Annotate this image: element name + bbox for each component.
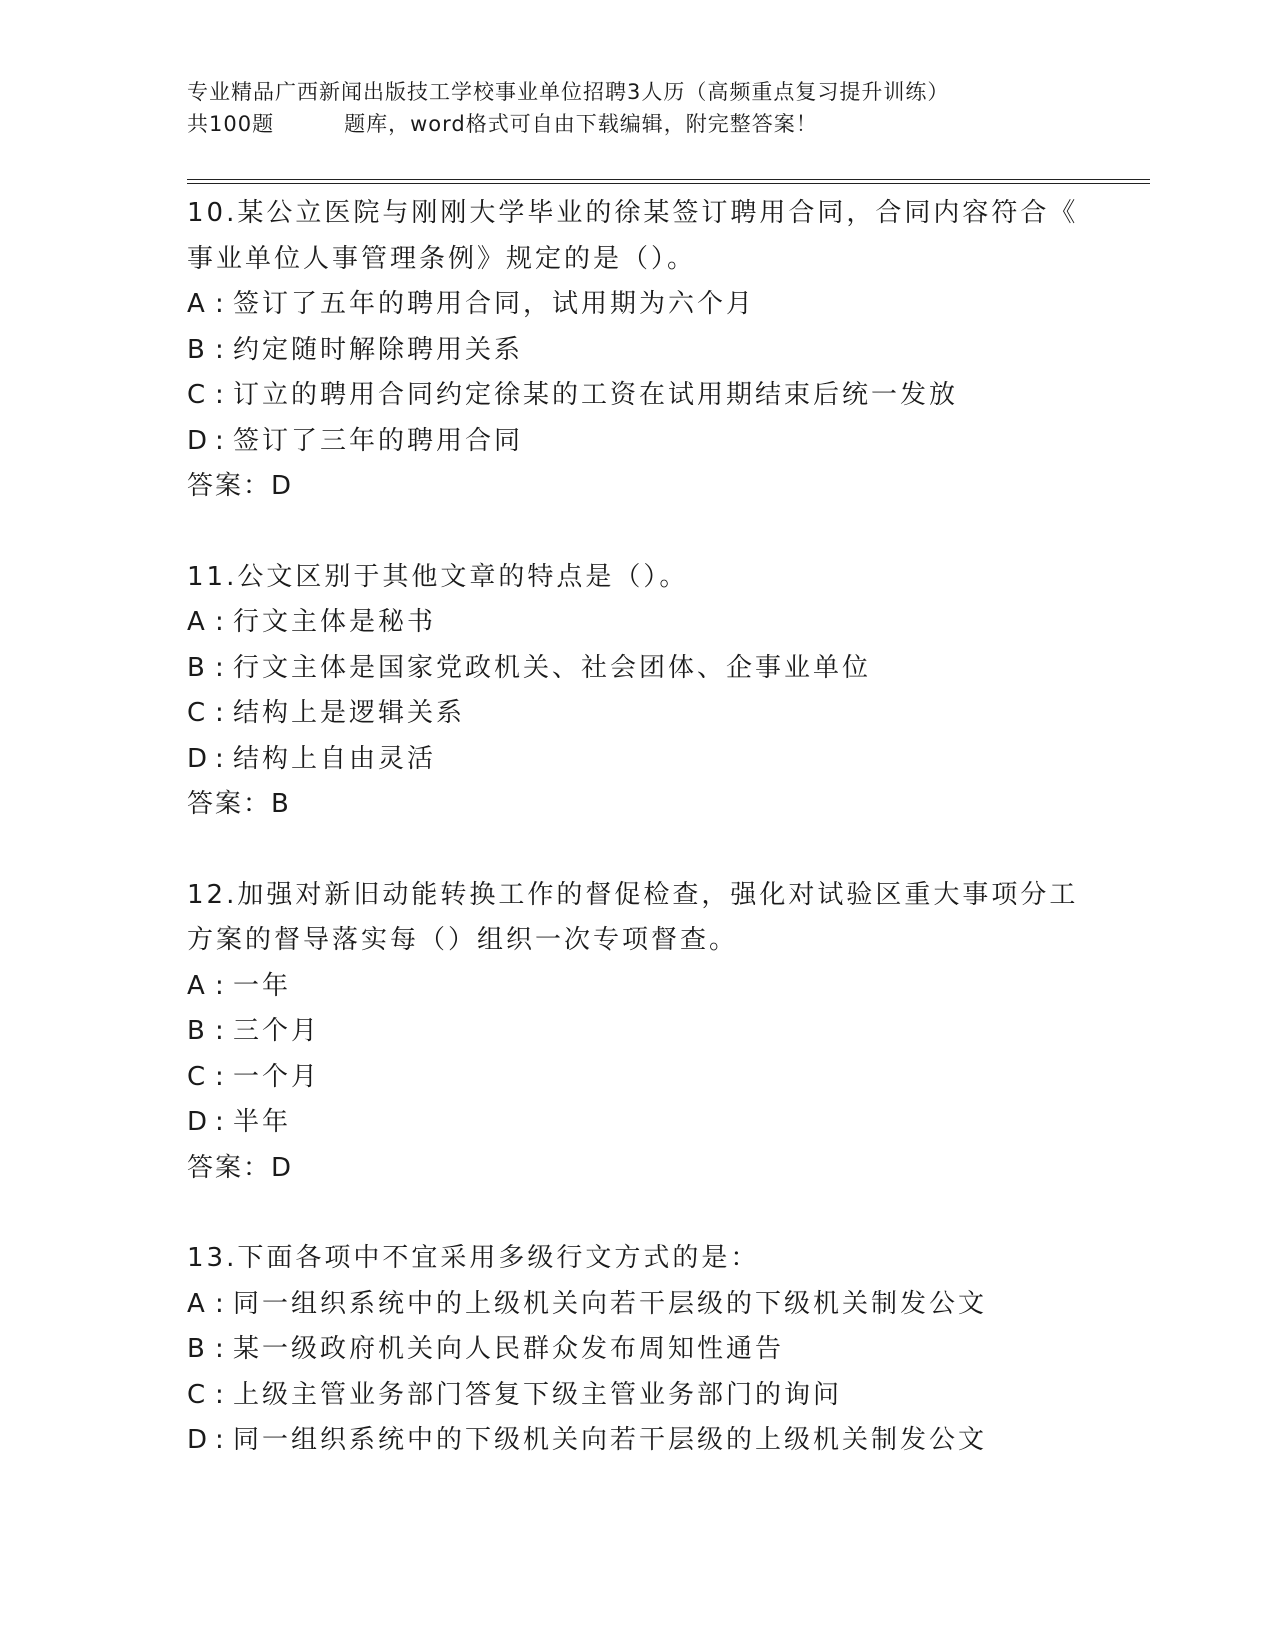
question-text: 方案的督导落实每（）组织一次专项督查。	[187, 925, 739, 955]
option-text: 上级主管业务部门答复下级主管业务部门的询问	[233, 1379, 843, 1410]
header-question-count: 共100题	[187, 112, 275, 136]
option-separator: :	[215, 1016, 227, 1046]
question-text: 事业单位人事管理条例》规定的是（）。	[187, 243, 697, 274]
option-item	[187, 964, 1087, 1010]
option-separator: :	[215, 289, 227, 319]
option-letter: B	[187, 1334, 208, 1364]
option-letter: D	[187, 1107, 211, 1137]
option-letter: A	[187, 970, 208, 1001]
option-separator: :	[215, 1334, 227, 1364]
option-text: 同一组织系统中的上级机关向若干层级的下级机关制发公文	[233, 1288, 988, 1319]
header-description: 题库，word格式可自由下载编辑，附完整答案！	[344, 112, 818, 136]
option-text: 同一组织系统中的下级机关向若干层级的上级机关制发公文	[233, 1425, 988, 1455]
option-letter: C	[187, 1379, 209, 1410]
option-item	[187, 1327, 1087, 1373]
option-separator: :	[215, 698, 227, 728]
question-text: 11.公文区别于其他文章的特点是（）。	[187, 561, 689, 592]
option-letter: D	[187, 743, 211, 774]
option-separator: :	[215, 652, 227, 683]
option-item	[187, 282, 1087, 328]
option-item	[187, 646, 1087, 692]
question-block	[187, 555, 1087, 828]
option-letter: B	[187, 652, 208, 683]
option-text: 一个月	[233, 1061, 321, 1092]
question-block	[187, 873, 1087, 1192]
header-title: 专业精品广西新闻出版技工学校事业单位招聘3人历（高频重点复习提升训练）	[187, 80, 950, 104]
option-letter: C	[187, 698, 209, 728]
option-letter: D	[187, 425, 211, 456]
option-item	[187, 691, 1087, 737]
option-separator: :	[215, 1061, 227, 1092]
option-text: 半年	[233, 1107, 292, 1137]
option-item	[187, 600, 1087, 646]
option-letter: A	[187, 607, 208, 637]
option-letter: B	[187, 334, 208, 365]
answer-line: 答案：B	[187, 789, 291, 819]
option-text: 一年	[233, 970, 292, 1001]
option-item	[187, 1100, 1087, 1146]
option-text: 订立的聘用合同约定徐某的工资在试用期结束后统一发放	[233, 380, 959, 410]
answer-line: 答案：D	[187, 471, 294, 501]
option-text: 三个月	[233, 1016, 321, 1046]
option-letter: A	[187, 1288, 208, 1319]
option-letter: C	[187, 380, 209, 410]
option-separator: :	[215, 607, 227, 637]
question-block	[187, 191, 1087, 510]
option-item	[187, 419, 1087, 465]
option-item	[187, 1418, 1087, 1464]
option-separator: :	[215, 1107, 227, 1137]
option-text: 签订了五年的聘用合同，试用期为六个月	[233, 289, 756, 319]
option-text: 行文主体是国家党政机关、社会团体、企事业单位	[233, 652, 872, 683]
option-separator: :	[215, 743, 227, 774]
option-separator: :	[215, 1425, 227, 1455]
question-block	[187, 1236, 1087, 1464]
option-text: 约定随时解除聘用关系	[233, 334, 524, 365]
document-header	[187, 76, 1147, 140]
option-letter: C	[187, 1061, 209, 1092]
question-text: 10.某公立医院与刚刚大学毕业的徐某签订聘用合同，合同内容符合《	[187, 198, 1079, 228]
option-separator: :	[215, 970, 227, 1001]
option-text: 行文主体是秘书	[233, 607, 437, 637]
option-item	[187, 1055, 1087, 1101]
option-letter: B	[187, 1016, 208, 1046]
option-text: 结构上是逻辑关系	[233, 698, 466, 728]
option-separator: :	[215, 1288, 227, 1319]
question-text: 12.加强对新旧动能转换工作的督促检查，强化对试验区重大事项分工	[187, 879, 1079, 910]
option-separator: :	[215, 1379, 227, 1410]
header-subtitle	[187, 108, 1147, 140]
question-text: 13.下面各项中不宜采用多级行文方式的是：	[187, 1243, 760, 1273]
option-text: 结构上自由灵活	[233, 743, 437, 774]
option-item	[187, 737, 1087, 783]
header-divider-top	[187, 179, 1150, 180]
question-list	[187, 191, 1087, 1509]
option-letter: A	[187, 289, 208, 319]
header-divider-bottom	[187, 183, 1150, 184]
option-separator: :	[215, 425, 227, 456]
option-item	[187, 328, 1087, 374]
answer-line: 答案：D	[187, 1152, 294, 1183]
option-separator: :	[215, 334, 227, 365]
option-item	[187, 373, 1087, 419]
option-text: 某一级政府机关向人民群众发布周知性通告	[233, 1334, 785, 1364]
option-letter: D	[187, 1425, 211, 1455]
option-item	[187, 1373, 1087, 1419]
option-text: 签订了三年的聘用合同	[233, 425, 524, 456]
option-separator: :	[215, 380, 227, 410]
option-item	[187, 1009, 1087, 1055]
option-item	[187, 1282, 1087, 1328]
